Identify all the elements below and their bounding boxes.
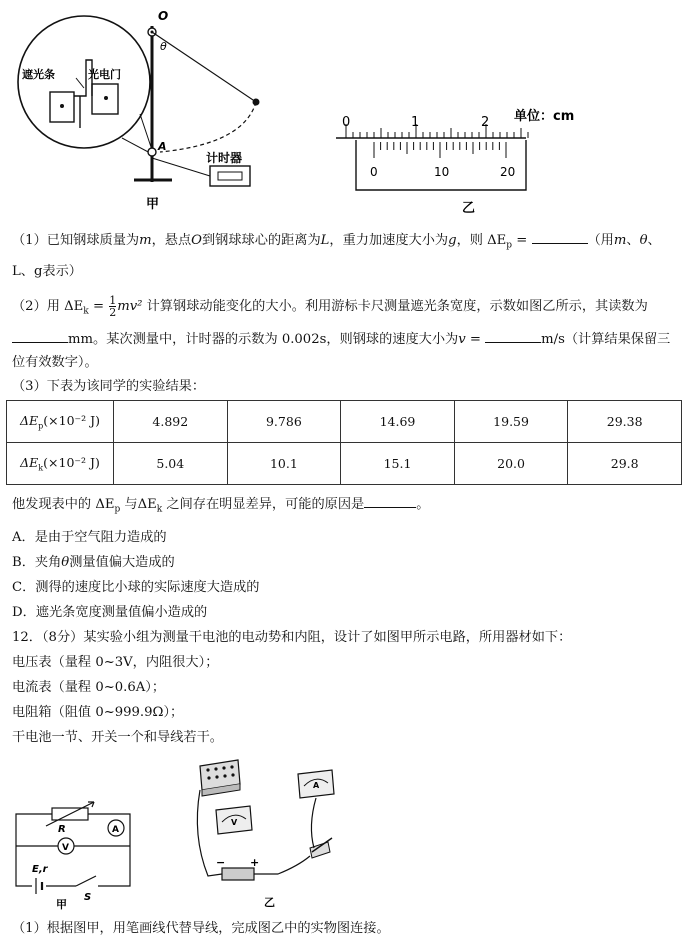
vernier-tick-20: 20 [500,165,516,179]
q2-line2 [12,330,670,349]
table-cell: 5.04 [114,443,228,485]
q2-text-c: mm。某次测量中，计时器的示数为 0.002s，则钢球的速度大小为 [68,332,459,347]
circuit-diagram-figure [10,796,140,910]
table-row [7,443,682,485]
q3-finding-a: 他发现表中的 ΔE [12,497,115,512]
q12-item3: 电阻箱（阻值 0~999.9Ω）； [12,705,184,720]
q1-m2: m [613,233,627,248]
option-b-pre: B．夹角 [12,555,62,570]
unit-label: 单位：cm [514,109,575,124]
q1-text-g: （用 [587,233,614,248]
q2-text-e: m/s（计算结果保留三 [541,332,671,347]
q2-frac-den: 2 [109,306,117,319]
caption-jia-circuit: 甲 [56,898,67,910]
q1-O: O [191,233,202,248]
table-cell: 10.1 [227,443,341,485]
q3-finding-end: 。 [416,497,430,512]
q1-g: g [448,233,457,248]
q2-text-b: 计算钢球动能变化的大小。利用游标卡尺测量遮光条宽度，示数如图乙所示，其读数为 [142,299,648,314]
table-row [7,401,682,443]
q12-item1: 电压表（量程 0~3V，内阻很大）； [12,655,219,670]
q1-m: m [139,233,152,248]
q3-finding-b: 与ΔE [120,497,157,512]
q2-mv: mv² [117,299,143,314]
physical-ammeter-label: A [313,781,320,790]
label-theta: θ [160,40,167,53]
q1-L: L [320,233,330,248]
row1-head-text: ΔE [19,412,39,428]
table-cell: 19.59 [454,401,568,443]
q2-line3: 位有效数字）。 [12,355,98,370]
q1-theta: θ [639,233,648,248]
q1-text-d: ，重力加速度大小为 [329,233,449,248]
table-cell: 14.69 [341,401,455,443]
row1-head [7,401,114,443]
q2-text-a: （2）用 ΔE [12,299,84,314]
q1-sep2: 、 [647,233,661,248]
row2-head [7,443,114,485]
q2-line1 [12,295,648,321]
main-tick-1: 1 [411,115,420,130]
q2-eq: = [88,299,109,314]
timer-box [210,166,250,186]
q2-v: v [458,332,466,347]
row1-head-unit: (×10⁻² J) [43,412,100,428]
label-R: R [58,824,66,835]
option-c[interactable]: C．测得的速度比小球的实际速度大造成的 [12,580,260,595]
q1-text-b: ，悬点 [151,233,192,248]
q3-finding-sub-p: p [114,504,121,515]
pendulum-apparatus-figure [14,0,304,216]
table-cell: 20.0 [454,443,568,485]
zoom-circle [18,16,150,148]
q12-stem: 12．（8分）某实验小组为测量干电池的电动势和内阻，设计了如图甲所示电路，所用器材如下： [12,630,572,645]
q1-text-c: 到钢球球心的距离为 [201,233,321,248]
q1-text-a: （1）已知钢球质量为 [12,233,140,248]
voltmeter-symbol: V [62,843,69,853]
option-b[interactable] [12,554,175,572]
vernier-tick-10: 10 [434,165,450,179]
main-tick-0: 0 [342,115,351,130]
option-d[interactable]: D．遮光条宽度测量值偏小造成的 [12,605,208,620]
row2-head-unit: (×10⁻² J) [43,454,100,470]
results-table [6,400,682,485]
label-Er: E,r [32,864,48,875]
caption-yi-circuit: 乙 [264,896,275,909]
caption-yi-top: 乙 [462,201,476,216]
q3-finding-sub-k: k [156,504,163,515]
caption-jia-top: 甲 [146,197,160,212]
q2-sub-k: k [83,306,89,317]
q3-answer-blank[interactable] [364,495,416,508]
ammeter-symbol: A [112,825,119,835]
q1-sep1: 、 [626,233,640,248]
row2-head-text: ΔE [20,454,39,470]
q1-line2: L、g表示） [12,264,82,279]
q1-text-f: = [512,233,528,248]
q2-frac-num: 1 [109,294,117,307]
q12-sub1: （1）根据图甲，用笔画线代替导线，完成图乙中的实物图连接。 [12,921,390,936]
row2-head-sub: k [38,463,44,473]
battery-plus: + [250,856,260,869]
main-tick-2: 2 [481,115,490,130]
q1-line1 [12,231,661,255]
q2-reading-blank[interactable] [12,330,68,343]
label-gate: 光电门 [88,68,121,81]
option-b-theta: θ [61,555,70,570]
option-b-post: 测量值偏大造成的 [69,555,175,570]
physical-circuit-figure [178,756,348,912]
q3-finding-c: 之间存在明显差异，可能的原因是 [162,497,365,512]
table-cell: 9.786 [227,401,341,443]
row1-head-sub: p [38,421,44,431]
table-cell: 4.892 [114,401,228,443]
q2-fraction [109,295,116,318]
option-a[interactable]: A．是由于空气阻力造成的 [12,530,167,545]
table-cell: 29.38 [568,401,682,443]
label-O: O [158,9,169,23]
table-cell: 15.1 [341,443,455,485]
table-cell: 29.8 [568,443,682,485]
vernier-tick-0: 0 [370,165,378,179]
label-A: A [158,140,167,153]
q1-answer-blank[interactable] [532,231,588,244]
label-timer: 计时器 [206,151,243,165]
q12-item2: 电流表（量程 0~0.6A）； [12,680,166,695]
physical-voltmeter-label: V [231,818,238,827]
q12-item4: 干电池一节、开关一个和导线若干。 [12,730,223,745]
label-S: S [84,892,92,903]
battery-minus: − [216,856,226,869]
q2-speed-blank[interactable] [485,330,541,343]
vernier-caliper-figure [330,100,600,216]
q1-sub-p: p [506,240,513,251]
q3-intro: （3）下表为该同学的实验结果： [12,379,206,394]
q3-finding [12,495,429,519]
q2-text-d: = [465,332,481,347]
label-zhe: 遮光条 [22,68,55,81]
q1-text-e: ，则 ΔE [456,233,507,248]
